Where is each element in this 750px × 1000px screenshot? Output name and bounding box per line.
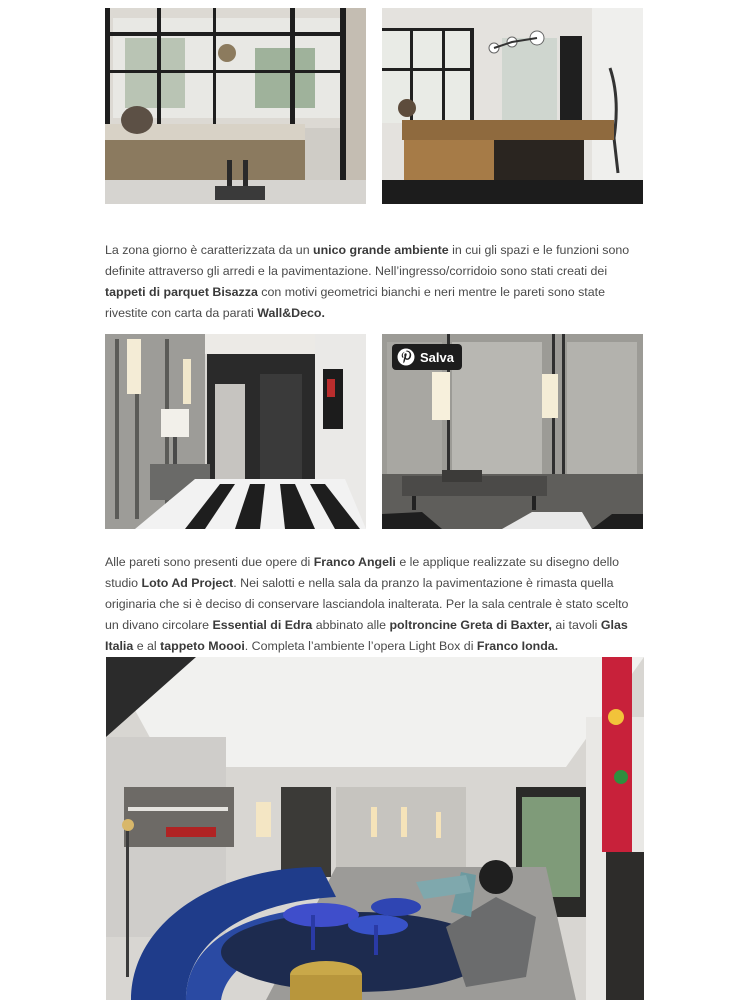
- text-segment: in cui gli spazi e le funzioni sono definite attraverso gli arredi e la pavimentazione. Nell’ingresso/corridoio sono stati creati dei: [105, 243, 630, 278]
- photo-kitchen-island: [382, 8, 643, 204]
- bold-text-segment: Loto Ad Project: [141, 576, 234, 590]
- text-segment: e le applique realizzate su disegno dello studio: [105, 555, 620, 590]
- text-segment: abbinato alle: [312, 618, 390, 632]
- photo-living-room-blue-sofa: [106, 657, 644, 1000]
- bold-text-segment: tappeti di parquet Bisazza: [105, 285, 258, 299]
- photo-entrance-corridor: [105, 334, 366, 529]
- bold-text-segment: Franco Angeli: [313, 555, 396, 569]
- text-segment: . Nei salotti e nella sala da pranzo la pavimentazione è rimasta quella originaria che si è deciso di conservare lasciandola inalterata. Per la sala centrale è stato scelto un divano circolare: [105, 576, 629, 632]
- bold-text-segment: Franco Ionda.: [476, 639, 559, 653]
- paragraph-artworks-furniture: [105, 552, 645, 657]
- pinterest-icon: [397, 348, 415, 366]
- bold-text-segment: Glas Italia: [105, 618, 628, 653]
- bold-text-segment: unico grande ambiente: [313, 243, 449, 257]
- text-segment: Alle pareti sono presenti due opere di: [105, 555, 314, 569]
- bold-text-segment: Wall&Deco.: [257, 306, 325, 320]
- bold-text-segment: tappeto Moooi: [160, 639, 245, 653]
- paragraph-living-zone: [105, 240, 645, 324]
- text-segment: . Completa l’ambiente l’opera Light Box di: [244, 639, 477, 653]
- text-segment: con motivi geometrici bianchi e neri mentre le pareti sono state rivestite con carta da parati: [105, 285, 605, 320]
- bold-text-segment: Essential di Edra: [212, 618, 313, 632]
- bold-text-segment: poltroncine Greta di Baxter,: [389, 618, 552, 632]
- text-segment: La zona giorno è caratterizzata da un: [105, 243, 314, 257]
- text-segment: ai tavoli: [551, 618, 601, 632]
- photo-kitchen-partition: [105, 8, 366, 204]
- pinterest-save-button[interactable]: [392, 344, 462, 370]
- text-segment: e al: [133, 639, 161, 653]
- pinterest-save-label: Salva: [420, 349, 454, 365]
